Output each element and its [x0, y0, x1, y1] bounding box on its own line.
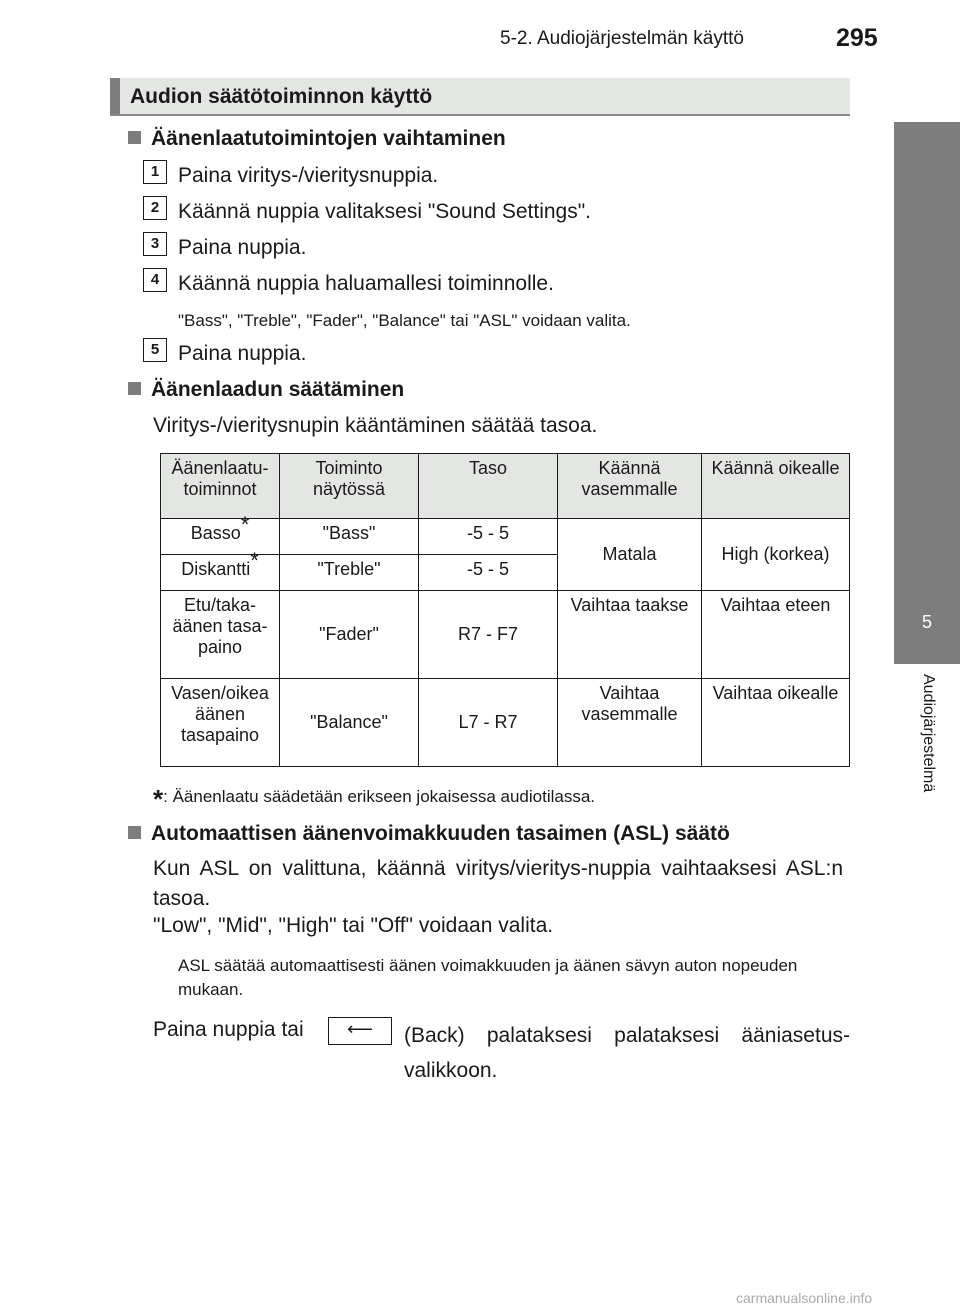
step-text-1: Paina viritys-/vieritysnuppia. — [178, 164, 439, 187]
page-number: 295 — [836, 24, 878, 52]
table-footnote: *: Äänenlaatu säädetään erikseen jokaisessa audiotilassa. — [153, 784, 596, 814]
table-cell-merged: Matala — [558, 519, 702, 591]
asl-note: ASL säätää automaattisesti äänen voimakkuuden ja äänen sävyn auton nopeuden mukaan. — [178, 956, 798, 999]
step-number-2: 2 — [143, 196, 167, 220]
table-row — [161, 679, 850, 767]
watermark: carmanualsonline.info — [736, 1290, 873, 1306]
table-cell: Vasen/oikea äänen tasapaino — [161, 679, 280, 767]
table-cell: -5 - 5 — [419, 519, 558, 555]
table-cell: Etu/taka-äänen tasa-paino — [161, 591, 280, 679]
step-note: "Bass", "Treble", "Fader", "Balance" tai "ASL" voidaan valita. — [178, 311, 631, 330]
asl-options: "Low", "Mid", "High" tai "Off" voidaan valita. — [153, 914, 554, 937]
square-bullet-icon — [128, 382, 141, 395]
square-bullet-icon — [128, 826, 141, 839]
table-cell: "Treble" — [280, 555, 419, 591]
side-tab-label: Audiojärjestelmä — [920, 674, 937, 793]
table-header: Käännä oikealle — [702, 454, 850, 519]
table-row — [161, 519, 850, 555]
section-accent — [110, 78, 120, 114]
back-instruction-end: (Back) palataksesi palataksesi ääniasetus-valikkoon. — [404, 1024, 850, 1082]
heading-asl: Automaattisen äänenvoimakkuuden tasaimen (ASL) säätö — [128, 822, 730, 846]
table-cell: Vaihtaa eteen — [702, 591, 850, 679]
step-number-1: 1 — [143, 160, 167, 184]
back-button-icon: ⟵ — [328, 1017, 392, 1045]
chapter-title: 5-2. Audiojärjestelmän käyttö — [500, 28, 744, 49]
table-cell: Vaihtaa oikealle — [702, 679, 850, 767]
step-number-5: 5 — [143, 338, 167, 362]
table-cell: "Fader" — [280, 591, 419, 679]
table-cell: R7 - F7 — [419, 591, 558, 679]
asl-text: Kun ASL on valittuna, käännä viritys/vieritys-nuppia vaihtaaksesi ASL:n tasoa. — [153, 857, 843, 910]
step-text-3: Paina nuppia. — [178, 236, 307, 259]
table-cell: Vaihtaa taakse — [558, 591, 702, 679]
table-cell: "Bass" — [280, 519, 419, 555]
table-cell: "Balance" — [280, 679, 419, 767]
table-cell: -5 - 5 — [419, 555, 558, 591]
table-cell: L7 - R7 — [419, 679, 558, 767]
table-header: Toiminto näytössä — [280, 454, 419, 519]
section-title-bar — [110, 78, 850, 116]
sound-settings-table — [160, 453, 850, 767]
heading-sound-mode: Äänenlaatutoimintojen vaihtaminen — [128, 127, 506, 151]
back-instruction-start: Paina nuppia tai — [153, 1018, 304, 1041]
step-number-3: 3 — [143, 232, 167, 256]
table-header-row — [161, 454, 850, 519]
table-header: Käännä vasemmalle — [558, 454, 702, 519]
step-text-5: Paina nuppia. — [178, 342, 307, 365]
table-header: Taso — [419, 454, 558, 519]
table-row — [161, 591, 850, 679]
table-cell: Vaihtaa vasemmalle — [558, 679, 702, 767]
table-cell: Diskantti* — [161, 555, 280, 591]
sound-adjust-text: Viritys-/vieritysnupin kääntäminen säätää tasoa. — [153, 414, 598, 437]
asterisk-mark: * — [240, 512, 250, 537]
table-cell-merged: High (korkea) — [702, 519, 850, 591]
step-text-2: Käännä nuppia valitaksesi "Sound Settings". — [178, 200, 592, 223]
table-cell: Basso* — [161, 519, 280, 555]
step-number-4: 4 — [143, 268, 167, 292]
heading-sound-adjust: Äänenlaadun säätäminen — [128, 378, 404, 402]
footnote-mark: * — [153, 784, 164, 814]
section-title: Audion säätötoiminnon käyttö — [130, 85, 433, 108]
asterisk-mark: * — [250, 548, 259, 573]
side-tab-number: 5 — [894, 580, 960, 664]
step-text-4: Käännä nuppia haluamallesi toiminnolle. — [178, 272, 554, 295]
table-header: Äänenlaatu-toiminnot — [161, 454, 280, 519]
square-bullet-icon — [128, 131, 141, 144]
side-tab-bar — [894, 122, 960, 580]
